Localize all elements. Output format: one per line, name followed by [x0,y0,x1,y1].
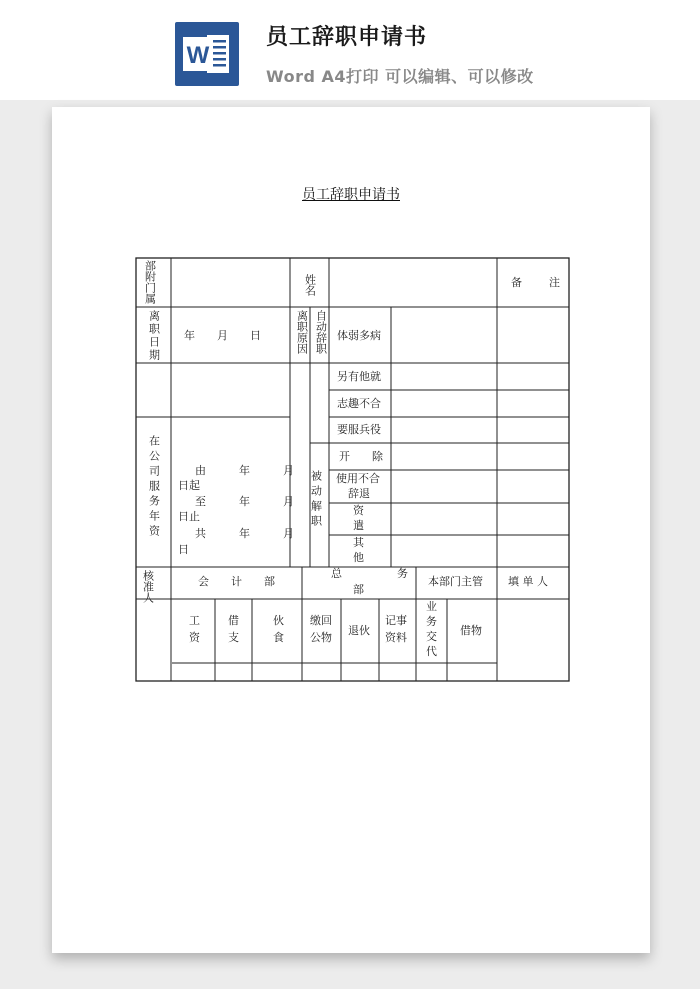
reason-other-2: 他 [353,551,364,564]
item-return-2: 公物 [310,631,332,644]
reason-weak-health: 体弱多病 [337,329,381,342]
reason-layoff-1: 资 [353,504,364,517]
word-icon [175,22,239,86]
item-return-1: 缴回 [310,614,332,627]
service-to-2: 日止 [178,510,200,523]
reason-unfit-1: 使用不合 [336,472,380,485]
word-icon-letter: W [186,42,210,69]
label-approver: 核准人 [141,570,155,603]
item-salary-2: 资 [189,631,200,644]
reason-other-1: 其 [353,536,364,549]
banner-title: 员工辞职申请书 [266,25,428,50]
reason-dismiss-1: 开 [339,450,350,463]
item-borrowed: 借物 [460,624,482,637]
item-records-2: 资料 [385,631,407,644]
label-name: 姓名 [303,274,317,296]
label-dept: 部附门属 [143,260,157,304]
item-quit-meal: 退伙 [348,624,370,637]
service-total-2: 日 [178,543,189,556]
service-to-1: 至 年 月 [195,495,294,508]
item-loan-2: 支 [228,631,239,644]
item-loan-1: 借 [228,614,239,627]
item-handover-1: 业 [426,600,437,613]
reason-dismiss-2: 除 [372,450,383,463]
reason-other-job: 另有他就 [337,370,381,383]
reason-layoff-2: 遣 [353,519,364,532]
document-page [52,107,650,953]
banner [0,0,700,100]
reason-military: 要服兵役 [337,423,381,436]
label-general-1: 总 务 [331,567,408,580]
item-meal-2: 食 [273,631,284,644]
label-service: 在公司服务年资 [147,435,161,540]
banner-subtitle: Word A4打印 可以编辑、可以修改 [266,67,534,86]
item-salary-1: 工 [189,614,200,627]
label-accounting: 会 计 部 [198,575,275,588]
leave-date-fields: 年 月 日 [184,329,261,342]
service-total-1: 共 年 月 [195,527,294,540]
label-remark-2: 注 [549,276,560,289]
service-from-2: 日起 [178,479,200,492]
label-remark-1: 备 [511,276,522,289]
document-title: 员工辞职申请书 [302,187,400,203]
label-filler: 填 单 人 [508,575,548,588]
label-involuntary: 被动解职 [309,470,323,530]
label-dept-head: 本部门主管 [428,575,483,588]
item-records-1: 记事 [385,614,407,627]
label-general-2: 部 [353,583,364,596]
label-reason: 离职原因 [295,310,309,354]
resignation-form-table [52,107,650,953]
item-handover-2: 务 [426,615,437,628]
item-handover-4: 代 [426,645,437,658]
label-leave-date: 离职日期 [147,310,161,362]
item-handover-3: 交 [426,630,437,643]
reason-interest: 志趣不合 [337,397,381,410]
label-voluntary: 自动辞职 [314,310,328,354]
reason-unfit-2: 辞退 [348,487,370,500]
item-meal-1: 伙 [273,614,284,627]
service-from-1: 由 年 月 [195,464,294,477]
